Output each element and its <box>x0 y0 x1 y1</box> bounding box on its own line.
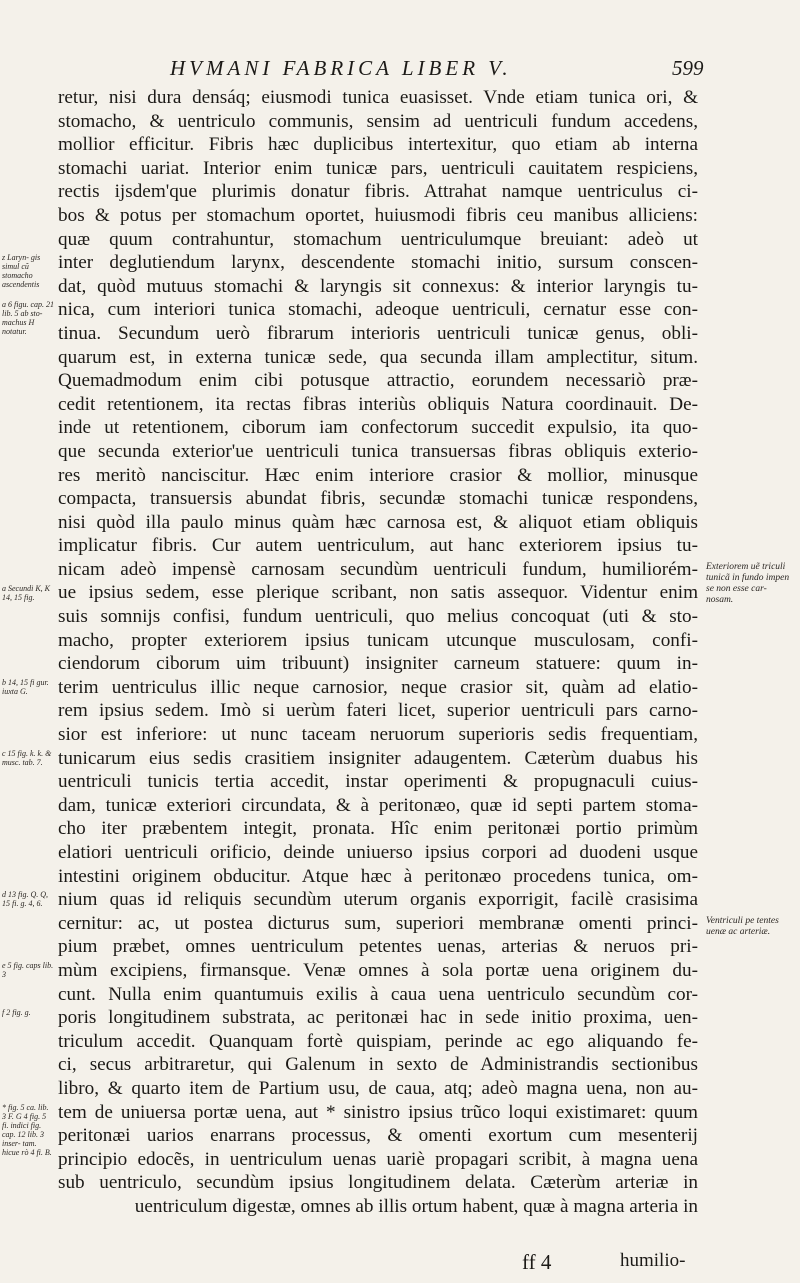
text-line: nicam adeò impensè carnosam secundùm uentriculi fundum, humiliorém- <box>58 558 698 580</box>
margin-note-left: e 5 fig. caps lib. 3 <box>2 961 54 980</box>
text-line: bos & potus per stomachum oportet, huiusmodi fibris ceu manibus alliciens: <box>58 204 698 226</box>
text-line: terim uentriculus illic neque carnosior, neque crasior sit, quàm ad elatio- <box>58 676 698 698</box>
body-text <box>58 86 698 1219</box>
text-line: ue ipsius sedem, esse plerique scribant, non satis assequor. Videntur enim <box>58 582 698 604</box>
text-line: quæ quum contrahuntur, stomachum uentriculumque breuiant: adeò ut <box>58 228 698 250</box>
text-line: res meritò nanciscitur. Hæc enim interiore crasior & mollior, minusque <box>58 464 698 486</box>
running-title: HVMANI FABRICA LIBER V. <box>170 56 512 80</box>
margin-note-left: * fig. 5 ca. lib. 3 F. G 4 fig. 5 fi. indici fig. cap. 12 lib. 3 inser- tam. hicue rò 4 fi. B. <box>2 1102 52 1157</box>
margin-note-right: Exteriorem uẽ triculi tunicã in fundo impen se non esse car- nosam. <box>706 562 790 605</box>
text-line: principio edocẽs, in uentriculum uenas uariè propagari scribit, à magna uena <box>58 1148 698 1170</box>
text-line: tem de uniuersa portæ uena, aut * sinistro ipsius trũco loqui existimaret: quum <box>58 1101 698 1123</box>
text-line: Quemadmodum enim cibi potusque attractio, eorundem necessariò præ- <box>58 370 698 392</box>
text-line: cedit retentionem, ita rectas fibras interiùs obliquis Natura coordinauit. De- <box>58 393 698 415</box>
text-line: sub uentriculo, secundùm ipsius longitudinem delata. Cæterùm arteriæ in <box>58 1172 698 1194</box>
text-line: cho iter præbentem integit, pronata. Hîc enim peritonæi portio primùm <box>58 818 698 840</box>
text-line: suis somnijs confisi, fundum uentriculi, quo melius concoquat (uti & sto- <box>58 606 698 628</box>
text-line: stomacho, & uentriculo communis, sensim ad uentriculi fundum accedens, <box>58 110 698 132</box>
text-line: compacta, transuersis abundat fibris, secundæ stomachi tunicæ respondens, <box>58 488 698 510</box>
text-line: tunicarum eius sedis crasitiem insigniter adaugentem. Cæterùm duabus his <box>58 747 698 769</box>
text-line: libro, & quarto item de Partium usu, de caua, atq; adeò magna uena, non au- <box>58 1077 698 1099</box>
text-line: cunt. Nulla enim quantumuis exilis à caua uena uentriculo secundùm cor- <box>58 983 698 1005</box>
text-line: implicatur fibris. Cur autem uentriculum, aut hanc exteriorem ipsius tu- <box>58 535 698 557</box>
text-line: pium præbet, omnes uentriculum petentes uenas, arterias & neruos pri- <box>58 936 698 958</box>
text-line: mollior efficitur. Fibris hæc duplicibus intertexitur, quo etiam ab interna <box>58 134 698 156</box>
running-head <box>0 56 800 86</box>
margin-note-right: Ventriculi pe tentes uenæ ac arteriæ. <box>706 916 779 937</box>
text-line: elatiori uentriculi orificio, deinde uniuerso ipsius corpori ad duodeni usque <box>58 842 698 863</box>
text-line: tinua. Secundum uerò fibrarum interioris uentriculi tunicæ genus, obli- <box>58 322 698 344</box>
text-line: ciendorum ciborum uim tribuunt) insigniter carneum statuere: quum in- <box>58 653 698 675</box>
text-line: rem ipsius sedem. Imò si uerùm fateri licet, superior uentriculi pars carno- <box>58 700 698 722</box>
page-footer <box>500 1250 710 1278</box>
text-line: quarum est, in externa tunicæ sede, qua secunda illam amplectitur, situm. <box>58 346 698 368</box>
text-line: ci, secus arbitraretur, qui Galenum in sexto de Administrandis sectionibus <box>58 1054 698 1076</box>
text-line: uentriculum digestæ, omnes ab illis ortum habent, quæ à magna arteria in <box>134 1195 698 1217</box>
text-line: macho, propter exteriorem ipsius tunicam utcunque musculosam, confi- <box>58 629 698 651</box>
text-line: que secunda exterior'ue uentriculi tunica transuersas fibras obliquis exterio- <box>58 440 698 462</box>
margin-note-left: a 6 figu. cap. 21 lib. 5 ab sto- machus H notatur. <box>2 300 54 337</box>
margin-note-left: f 2 fig. g. <box>2 1008 31 1018</box>
margin-note-left: d 13 fig. Q. Q, 15 fi. g. 4, 6. <box>2 890 48 909</box>
text-line: stomachi uariat. Interior enim tunicæ pars, uentriculi cauitatem respiciens, <box>58 157 698 179</box>
page-number: 599 <box>672 56 704 80</box>
text-line: peritonæi uarios enarrans processus, & omenti exortum cum mesenterij <box>58 1125 698 1147</box>
text-line: nica, cum interiori tunica stomachi, adeoque uentriculi, cernatur esse con- <box>58 299 698 321</box>
catchword: humilio- <box>620 1250 686 1271</box>
margin-note-left: a Secundi K, K 14, 15 fig. <box>2 583 50 602</box>
text-line: poris longitudinem substrata, ac peritonæi hac in sede initio proxima, uen- <box>58 1007 698 1029</box>
text-line: triculum accedit. Quanquam fortè quispiam, perinde ac ego aliquando fe- <box>58 1030 698 1052</box>
text-line: dam, tunicæ exteriori circundata, & à peritonæo, quæ id septi partem stoma- <box>58 794 698 816</box>
text-line: retur, nisi dura densáq; eiusmodi tunica euasisset. Vnde etiam tunica ori, & <box>58 87 698 108</box>
text-line: inter deglutiendum larynx, descendente stomachi initio, sursum conscen- <box>58 252 698 274</box>
text-line: nium quas id reliquis secundùm uterum organis exporrigit, facilè crasisima <box>58 889 698 911</box>
text-line: sior est inferiore: ut nunc taceam neruorum superioris sedis frequentiam, <box>58 724 698 746</box>
signature-mark: ff 4 <box>522 1250 552 1274</box>
text-line: uentriculi tunicis tertia accedit, instar operimenti & propugnaculi cuius- <box>58 771 698 793</box>
text-line: intestini originem obducitur. Atque hæc à peritonæo procedens tunica, om- <box>58 865 698 887</box>
text-line: nisi quòd illa paulo minus quàm hæc carnosa est, & aliquot etiam obliquis <box>58 511 698 533</box>
margin-note-left: b 14, 15 fi gur. iuxta G. <box>2 678 49 696</box>
margin-note-left: z Laryn- gis simul cũ stomacho ascendentis <box>2 253 41 290</box>
text-line: mùm excipiens, firmansque. Venæ omnes à sola portæ uena originem du- <box>58 959 698 981</box>
text-line: cernitur: ac, ut postea dicturus sum, superiori membranæ omenti princi- <box>58 912 698 934</box>
text-line: inde ut retentionem, ciborum iam confectorum succedit expulsio, ita quo- <box>58 417 698 439</box>
margin-note-left: c 15 fig. k. k. & musc. tab. 7. <box>2 748 52 767</box>
text-line: rectis ijsdem'que plurimis donatur fibris. Attrahat namque uentriculus ci- <box>58 181 698 203</box>
text-line: dat, quòd mutuus stomachi & laryngis sit connexus: & interior laryngis tu- <box>58 275 698 297</box>
